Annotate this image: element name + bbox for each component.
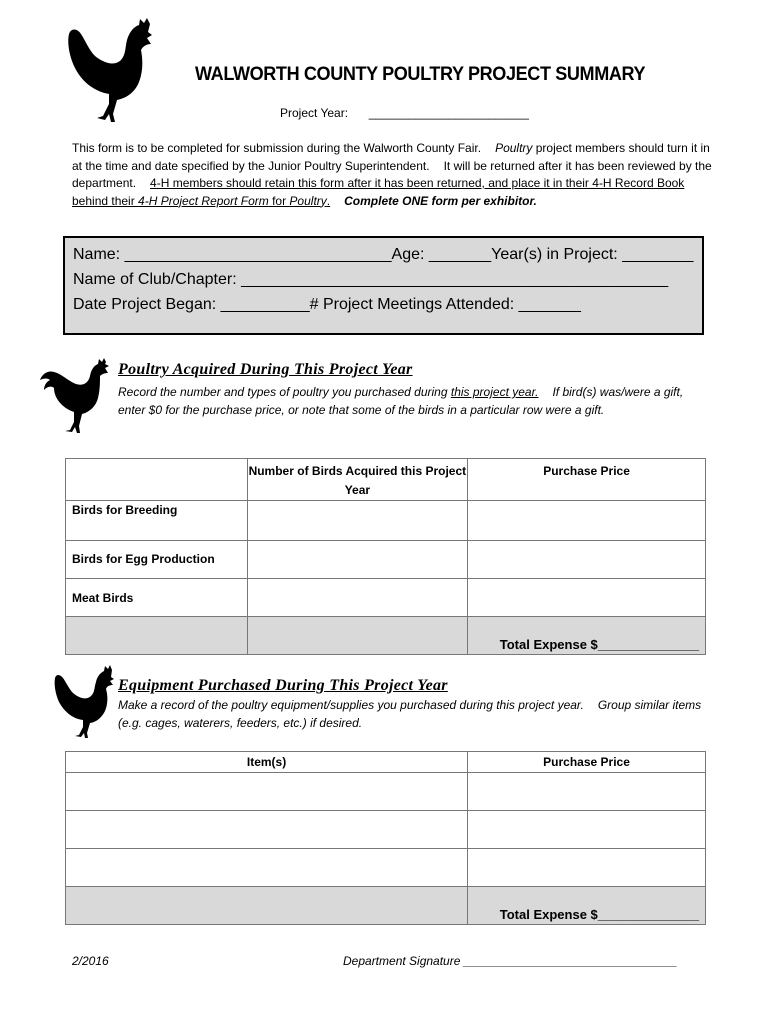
table-row	[66, 579, 706, 617]
egg-price-cell[interactable]	[468, 541, 706, 579]
table-row	[66, 501, 706, 541]
equipment-table	[65, 751, 706, 925]
poultry-section-description: Record the number and types of poultry you purchased during this project year. If bird(s) was/were a gift, enter $0 for the purchase price, or note that some of the birds in a particular row were a gift.	[118, 385, 684, 417]
col-header-purchase-price: Purchase Price	[468, 459, 706, 501]
price-cell[interactable]	[468, 849, 706, 887]
equipment-total-expense[interactable]: Total Expense $______________	[468, 887, 706, 925]
egg-number-cell[interactable]	[247, 541, 467, 579]
poultry-table	[65, 458, 706, 655]
meat-price-cell[interactable]	[468, 579, 706, 617]
table-row	[66, 887, 706, 925]
price-cell[interactable]	[468, 773, 706, 811]
poultry-total-expense[interactable]: Total Expense $______________	[468, 617, 706, 655]
col-header-items: Item(s)	[66, 752, 468, 773]
table-row	[66, 773, 706, 811]
intro-paragraph: This form is to be completed for submission during the Walworth County Fair. Poultry project members should turn it in at the time and date specified by the Junior Poultry Superintendent. It will be returned after it has been reviewed by the department. 4-H members should retain this form after it has been returned, and place it in their 4-H Record Book behind their 4-H Project Report Form for Poultry. Complete ONE form per exhibitor.	[72, 141, 712, 208]
table-row	[66, 541, 706, 579]
table-row	[66, 811, 706, 849]
item-cell[interactable]	[66, 849, 468, 887]
row-label-egg-production: Birds for Egg Production	[66, 541, 248, 579]
equipment-section-description: Make a record of the poultry equipment/supplies you purchased during this project year. Group similar items (e.g. cages, waterers, feeders, etc.) if desired.	[118, 698, 702, 730]
club-chapter-line[interactable]: Name of Club/Chapter: ________________________________________________	[73, 271, 669, 288]
table-row	[66, 617, 706, 655]
hen-icon	[58, 16, 158, 132]
form-title: WALWORTH COUNTY POULTRY PROJECT SUMMARY	[195, 64, 646, 85]
item-cell[interactable]	[66, 811, 468, 849]
meat-number-cell[interactable]	[247, 579, 467, 617]
project-year-blank: ________________________	[368, 106, 529, 120]
col-header-equipment-price: Purchase Price	[468, 752, 706, 773]
name-age-years-line[interactable]: Name: ______________________________Age: _______Year(s) in Project: ________	[73, 246, 694, 263]
poultry-section-title: Poultry Acquired During This Project Year	[118, 361, 413, 378]
table-row	[66, 849, 706, 887]
price-cell[interactable]	[468, 811, 706, 849]
col-header-number-birds: Number of Birds Acquired this Project Year	[247, 459, 467, 501]
item-cell[interactable]	[66, 773, 468, 811]
row-label-meat-birds: Meat Birds	[66, 579, 248, 617]
breeding-number-cell[interactable]	[247, 501, 467, 541]
project-year-field[interactable]	[280, 106, 529, 120]
hen-icon	[46, 664, 118, 744]
equipment-section-title: Equipment Purchased During This Project Year	[118, 677, 448, 694]
form-date: 2/2016	[72, 954, 109, 968]
department-signature-line[interactable]: Department Signature ________________________________	[343, 954, 678, 968]
breeding-price-cell[interactable]	[468, 501, 706, 541]
member-info-box	[63, 236, 704, 335]
project-began-meetings-line[interactable]: Date Project Began: __________# Project Meetings Attended: _______	[73, 296, 581, 313]
row-label-breeding: Birds for Breeding	[66, 501, 248, 541]
rooster-icon	[40, 358, 116, 436]
project-year-label: Project Year:	[280, 106, 349, 120]
